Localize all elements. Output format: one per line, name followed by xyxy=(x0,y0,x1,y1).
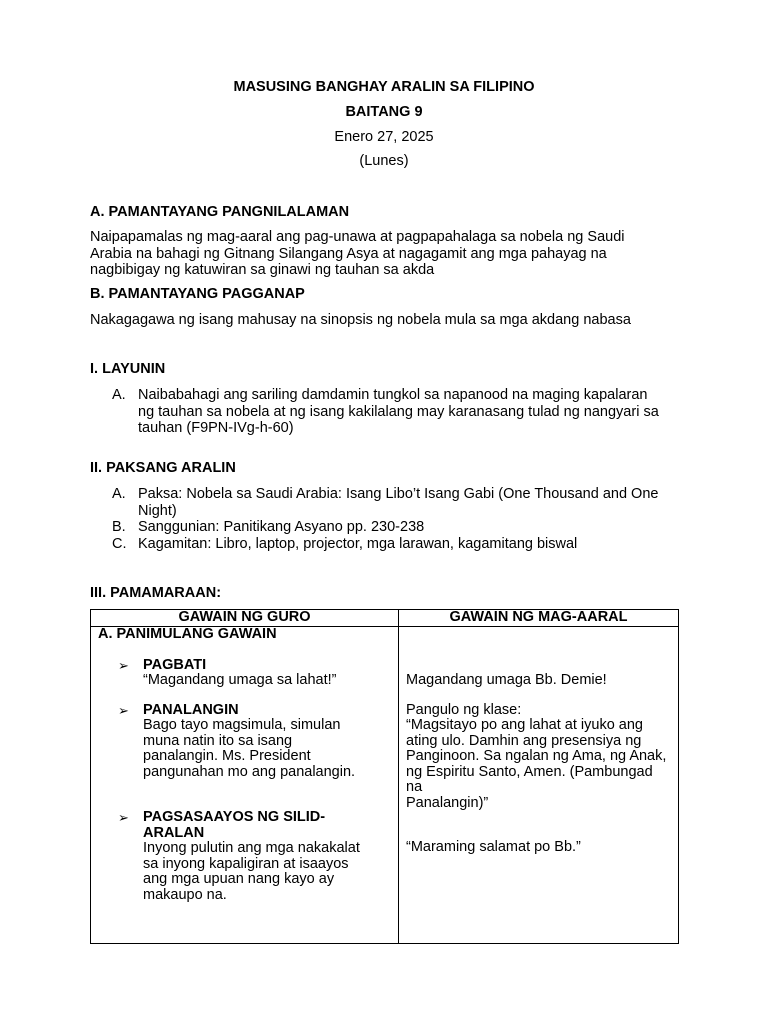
list-marker: C. xyxy=(112,535,127,552)
list-line: Night) xyxy=(138,502,177,519)
prayer-teacher-line: pangunahan mo ang panalangin. xyxy=(143,763,356,780)
objectives-heading: I. LAYUNIN xyxy=(90,361,166,377)
topic-heading: II. PAKSANG ARALIN xyxy=(90,460,236,476)
arrow-bullet-icon: ➢ xyxy=(118,810,129,825)
prayer-student-line: Panalangin)” xyxy=(406,794,489,811)
prayer-teacher-line: Bago tayo magsimula, simulan xyxy=(143,717,341,733)
lesson-date: Enero 27, 2025 xyxy=(334,129,434,145)
content-standard-line: Arabia na bahagi ng Gitnang Silangang Asya at nagagamit ang mga pahayag na xyxy=(90,245,607,262)
list-line: Kagamitan: Libro, laptop, projector, mga larawan, kagamitang biswal xyxy=(138,535,578,552)
objectives-list xyxy=(112,387,692,437)
list-item xyxy=(112,486,692,519)
prayer-student-line: “Magsitayo po ang lahat at iyuko ang xyxy=(406,717,643,733)
prayer-student-line: Panginoon. Sa ngalan ng Ama, ng Anak, xyxy=(406,748,667,764)
list-item xyxy=(112,387,692,437)
column-header-teacher: GAWAIN NG GURO xyxy=(91,610,399,627)
procedure-table xyxy=(90,609,679,944)
document-title: MASUSING BANGHAY ARALIN SA FILIPINO xyxy=(233,79,535,95)
arrangement-student-text: “Maraming salamat po Bb.” xyxy=(406,839,581,855)
arrangement-title: PAGSASAAYOS NG SILID- xyxy=(143,809,326,825)
arrangement-title: ARALAN xyxy=(143,824,205,841)
list-item xyxy=(112,536,692,553)
prayer-student-line: ng Espiritu Santo, Amen. (Pambungad na xyxy=(406,763,653,795)
content-standard-heading: A. PAMANTAYANG PANGNILALAMAN xyxy=(90,204,350,220)
section-title: A. PANIMULANG GAWAIN xyxy=(98,626,277,642)
arrow-bullet-icon: ➢ xyxy=(118,702,129,718)
list-line: Sanggunian: Panitikang Asyano pp. 230-238 xyxy=(138,519,425,535)
greeting-teacher-text: “Magandang umaga sa lahat!” xyxy=(143,672,337,688)
prayer-student-line: Pangulo ng klase: xyxy=(406,701,522,718)
table-row xyxy=(91,627,679,944)
prayer-teacher-line: panalangin. Ms. President xyxy=(143,748,311,764)
table-header-row xyxy=(91,610,679,627)
teacher-cell xyxy=(91,627,399,944)
arrangement-teacher-line: makaupo na. xyxy=(143,886,227,903)
performance-standard-heading: B. PAMANTAYANG PAGGANAP xyxy=(90,286,305,302)
arrow-bullet-icon: ➢ xyxy=(118,657,129,673)
list-line: Paksa: Nobela sa Saudi Arabia: Isang Libo’t Isang Gabi (One Thousand and One xyxy=(138,486,659,502)
greeting-title: PAGBATI xyxy=(143,656,207,673)
content-standard-text xyxy=(90,229,690,279)
topic-list xyxy=(112,486,692,552)
list-marker: A. xyxy=(112,486,126,502)
arrangement-item xyxy=(98,810,391,903)
greeting-item xyxy=(98,658,391,689)
lesson-day: (Lunes) xyxy=(359,153,409,169)
list-line: tauhan (F9PN-IVg-h-60) xyxy=(138,420,294,436)
student-cell xyxy=(399,627,679,944)
arrangement-teacher-line: Inyong pulutin ang mga nakakalat xyxy=(143,840,360,856)
content-standard-line: nagbibigay ng katuwiran sa ginawi ng tauhan sa akda xyxy=(90,262,435,278)
prayer-item xyxy=(98,703,391,781)
prayer-title: PANALANGIN xyxy=(143,701,239,718)
arrangement-teacher-line: ang mga upuan nang kayo ay xyxy=(143,871,335,887)
greeting-student-text: Magandang umaga Bb. Demie! xyxy=(406,672,607,688)
content-standard-line: Naipapamalas ng mag-aaral ang pag-unawa at pagpapahalaga sa nobela ng Saudi xyxy=(90,229,625,245)
performance-standard-text: Nakagagawa ng isang mahusay na sinopsis ng nobela mula sa mga akdang nabasa xyxy=(90,312,631,328)
grade-level: BAITANG 9 xyxy=(345,104,423,120)
list-marker: B. xyxy=(112,519,126,535)
procedure-heading: III. PAMAMARAAN: xyxy=(90,585,222,601)
list-line: Naibabahagi ang sariling damdamin tungkol sa napanood na maging kapalaran xyxy=(138,387,648,403)
arrangement-teacher-line: sa inyong kapaligiran at isaayos xyxy=(143,855,349,872)
prayer-student-line: ating ulo. Damhin ang presensiya ng xyxy=(406,732,642,749)
list-marker: A. xyxy=(112,387,126,403)
column-header-student: GAWAIN NG MAG-AARAL xyxy=(399,610,679,627)
list-item xyxy=(112,519,692,536)
list-line: ng tauhan sa nobela at ng isang kakilalang may karanasang tulad ng nangyari sa xyxy=(138,403,659,420)
prayer-teacher-line: muna natin ito sa isang xyxy=(143,732,293,749)
